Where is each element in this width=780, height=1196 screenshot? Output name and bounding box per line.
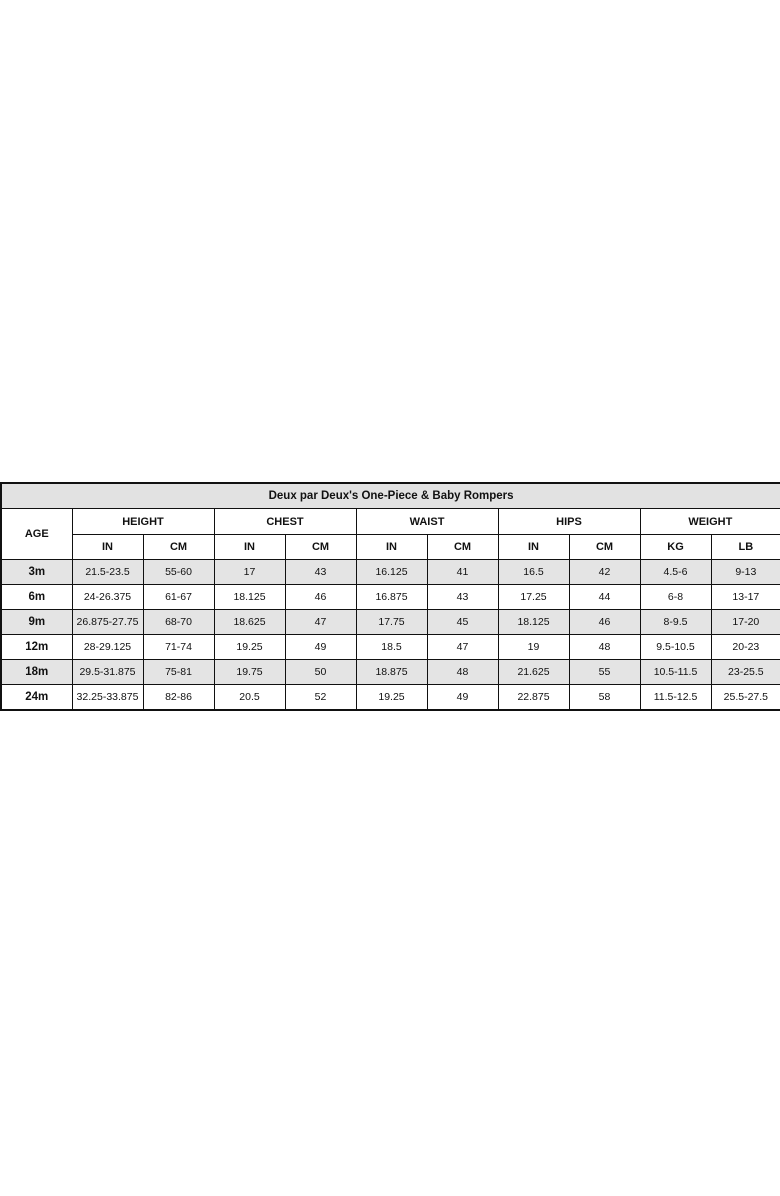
weight-kg-cell: 11.5-12.5: [640, 685, 711, 711]
chest-cm-cell: 43: [285, 560, 356, 585]
waist-cm-cell: 47: [427, 635, 498, 660]
weight-kg-header: KG: [640, 535, 711, 560]
waist-in-cell: 18.5: [356, 635, 427, 660]
waist-cm-header: CM: [427, 535, 498, 560]
height-in-cell: 29.5-31.875: [72, 660, 143, 685]
hips-in-header: IN: [498, 535, 569, 560]
height-in-header: IN: [72, 535, 143, 560]
hips-in-cell: 17.25: [498, 585, 569, 610]
weight-lb-cell: 23-25.5: [711, 660, 780, 685]
hips-in-cell: 18.125: [498, 610, 569, 635]
weight-lb-cell: 9-13: [711, 560, 780, 585]
waist-cm-cell: 41: [427, 560, 498, 585]
height-cm-cell: 68-70: [143, 610, 214, 635]
table-row: [1, 685, 780, 711]
chest-in-cell: 18.625: [214, 610, 285, 635]
chest-cm-cell: 47: [285, 610, 356, 635]
height-group-header: HEIGHT: [72, 509, 214, 535]
height-in-cell: 26.875-27.75: [72, 610, 143, 635]
chest-cm-cell: 52: [285, 685, 356, 711]
height-cm-cell: 55-60: [143, 560, 214, 585]
hips-cm-header: CM: [569, 535, 640, 560]
weight-kg-cell: 6-8: [640, 585, 711, 610]
age-cell: 12m: [1, 635, 72, 660]
age-cell: 24m: [1, 685, 72, 711]
waist-in-cell: 16.125: [356, 560, 427, 585]
height-cm-header: CM: [143, 535, 214, 560]
weight-group-header: WEIGHT: [640, 509, 780, 535]
age-cell: 6m: [1, 585, 72, 610]
waist-cm-cell: 48: [427, 660, 498, 685]
waist-in-cell: 16.875: [356, 585, 427, 610]
height-cm-cell: 75-81: [143, 660, 214, 685]
table-row: [1, 585, 780, 610]
weight-lb-cell: 13-17: [711, 585, 780, 610]
size-chart-body: [1, 560, 780, 711]
size-chart-table: [0, 482, 780, 711]
waist-cm-cell: 45: [427, 610, 498, 635]
hips-group-header: HIPS: [498, 509, 640, 535]
chest-in-cell: 18.125: [214, 585, 285, 610]
age-column-header: AGE: [1, 509, 72, 560]
table-row: [1, 660, 780, 685]
hips-in-cell: 21.625: [498, 660, 569, 685]
hips-in-cell: 22.875: [498, 685, 569, 711]
waist-in-cell: 17.75: [356, 610, 427, 635]
weight-lb-cell: 17-20: [711, 610, 780, 635]
hips-cm-cell: 44: [569, 585, 640, 610]
waist-in-header: IN: [356, 535, 427, 560]
chest-group-header: CHEST: [214, 509, 356, 535]
waist-group-header: WAIST: [356, 509, 498, 535]
hips-cm-cell: 42: [569, 560, 640, 585]
waist-in-cell: 19.25: [356, 685, 427, 711]
height-cm-cell: 61-67: [143, 585, 214, 610]
weight-kg-cell: 4.5-6: [640, 560, 711, 585]
chest-in-header: IN: [214, 535, 285, 560]
age-cell: 9m: [1, 610, 72, 635]
hips-cm-cell: 46: [569, 610, 640, 635]
table-row: [1, 635, 780, 660]
weight-lb-cell: 20-23: [711, 635, 780, 660]
hips-cm-cell: 55: [569, 660, 640, 685]
chest-cm-cell: 49: [285, 635, 356, 660]
table-row: [1, 560, 780, 585]
weight-kg-cell: 9.5-10.5: [640, 635, 711, 660]
hips-cm-cell: 48: [569, 635, 640, 660]
height-in-cell: 24-26.375: [72, 585, 143, 610]
chest-in-cell: 19.75: [214, 660, 285, 685]
weight-lb-cell: 25.5-27.5: [711, 685, 780, 711]
height-in-cell: 21.5-23.5: [72, 560, 143, 585]
hips-in-cell: 16.5: [498, 560, 569, 585]
waist-in-cell: 18.875: [356, 660, 427, 685]
age-cell: 3m: [1, 560, 72, 585]
waist-cm-cell: 43: [427, 585, 498, 610]
hips-cm-cell: 58: [569, 685, 640, 711]
chest-cm-header: CM: [285, 535, 356, 560]
height-cm-cell: 82-86: [143, 685, 214, 711]
hips-in-cell: 19: [498, 635, 569, 660]
table-row: [1, 610, 780, 635]
weight-kg-cell: 8-9.5: [640, 610, 711, 635]
weight-lb-header: LB: [711, 535, 780, 560]
height-in-cell: 28-29.125: [72, 635, 143, 660]
chest-cm-cell: 46: [285, 585, 356, 610]
height-in-cell: 32.25-33.875: [72, 685, 143, 711]
age-cell: 18m: [1, 660, 72, 685]
chest-cm-cell: 50: [285, 660, 356, 685]
height-cm-cell: 71-74: [143, 635, 214, 660]
size-chart-title: Deux par Deux's One-Piece & Baby Rompers: [1, 483, 780, 509]
waist-cm-cell: 49: [427, 685, 498, 711]
chest-in-cell: 19.25: [214, 635, 285, 660]
weight-kg-cell: 10.5-11.5: [640, 660, 711, 685]
chest-in-cell: 20.5: [214, 685, 285, 711]
chest-in-cell: 17: [214, 560, 285, 585]
